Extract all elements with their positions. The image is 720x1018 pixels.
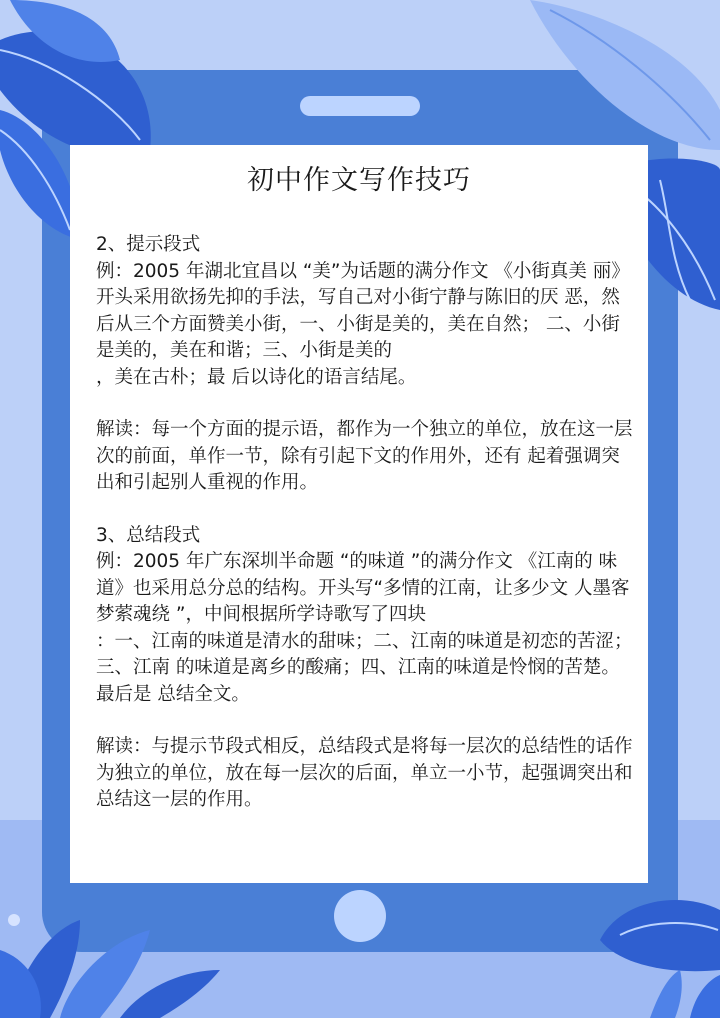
plant-icon xyxy=(560,880,720,1018)
article-body xyxy=(96,232,636,814)
section-2-explanation: 解读：每一个方面的提示语，都作为一个独立的单位，放在这一层次的前面，单作一节，除有引起下文的作用外，还有 起着强调突出和引起别人重视的作用。 xyxy=(96,419,633,493)
section-3-explanation: 解读：与提示节段式相反，总结段式是将每一层次的总结性的话作为独立的单位，放在每一层次的后面，单立一小节，起强调突出和总结这一层的作用。 xyxy=(96,736,633,810)
speaker-slot-icon xyxy=(300,96,420,116)
home-button-icon xyxy=(334,890,386,942)
page-title: 初中作文写作技巧 xyxy=(247,165,471,196)
section-3-summary-paragraph: 3、总结段式 例：2005 年广东深圳半命题 “的味道 ”的满分作文 《江南的 味道》也采用总分总的结构。开头写“多情的江南，让多少文 人墨客梦萦魂绕 ”，中间根据所学诗歌写了四块 ：一、江南的味道是清水的甜味；二、江南的味道是初恋的苦涩；三、江南 的味道是离乡的酸痛；四、江南的味道是怜悯的苦楚。最后是 总结全文。 xyxy=(96,524,633,705)
plant-icon xyxy=(0,880,260,1018)
section-2-prompt-paragraph: 2、提示段式 例：2005 年湖北宜昌以 “美”为话题的满分作文 《小街真美 丽》开头采用欲扬先抑的手法，写自己对小街宁静与陈旧的厌 恶，然后从三个方面赞美小街，一、小街是美的，美在自然； 二、小街是美的，美在和谐；三、小街是美的 ，美在古朴；最 后以诗化的语言结尾。 xyxy=(96,234,630,388)
